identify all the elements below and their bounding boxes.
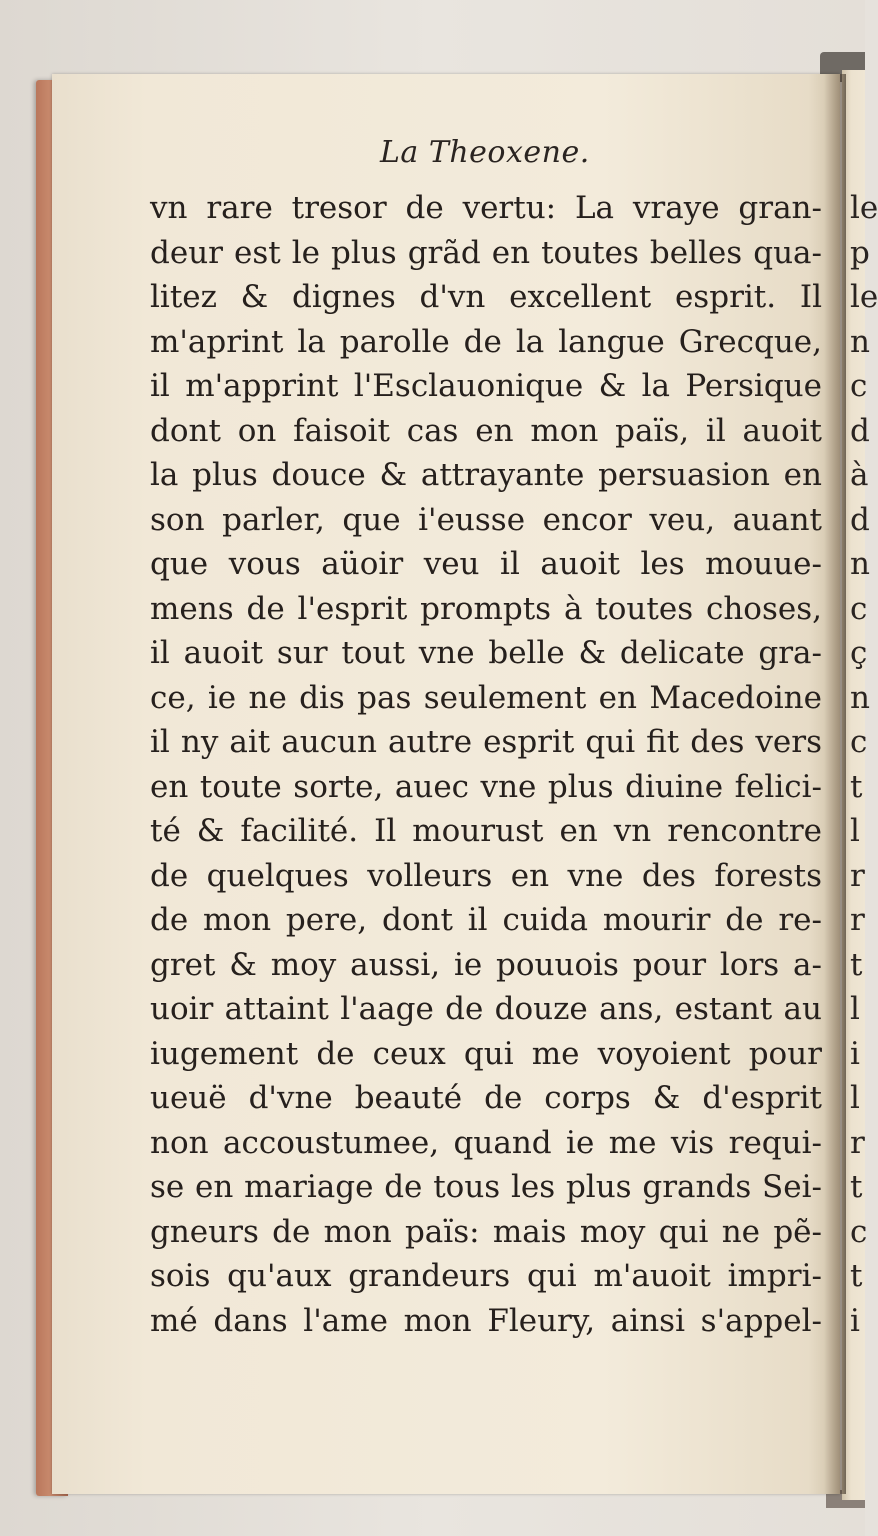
text-line: il auoit sur tout vne belle & delicate gra- xyxy=(150,635,822,671)
gutter-shadow xyxy=(824,74,846,1494)
text-line: en toute sorte, auec vne plus diuine felici- xyxy=(150,768,822,805)
facing-page-text xyxy=(850,186,878,1343)
facing-line-fragment: le xyxy=(850,190,878,226)
text-line: vn rare tresor de vertu: La vraye gran- xyxy=(150,190,822,226)
text-line: gret & moy aussi, ie pouuois pour lors a- xyxy=(150,946,822,983)
text-line: uoir attaint l'aage de douze ans, estant au xyxy=(150,991,822,1027)
text-line: son parler, que i'eusse encor veu, auant xyxy=(150,501,822,538)
text-line: il ny ait aucun autre esprit qui fit des vers xyxy=(150,724,822,760)
text-line: il m'apprint l'Esclauonique & la Persique xyxy=(150,368,822,404)
facing-line-fragment: d xyxy=(850,501,870,538)
facing-line-fragment: c xyxy=(850,1213,868,1250)
text-line: m'aprint la parolle de la langue Grecque, xyxy=(150,323,822,360)
facing-line-fragment: à xyxy=(850,457,869,493)
facing-line-fragment: r xyxy=(850,1124,865,1161)
text-line: la plus douce & attrayante persuasion en xyxy=(150,457,822,493)
facing-line-fragment: n xyxy=(850,546,870,582)
facing-line-fragment: t xyxy=(850,946,863,983)
facing-line-fragment: c xyxy=(850,590,868,627)
text-line: mens de l'esprit prompts à toutes choses, xyxy=(150,590,822,627)
facing-line-fragment: l xyxy=(850,1080,860,1116)
text-line: gneurs de mon païs: mais moy qui ne pẽ- xyxy=(150,1213,822,1250)
facing-line-fragment: n xyxy=(850,323,870,360)
text-line: deur est le plus grãd en toutes belles qua- xyxy=(150,234,822,271)
facing-line-fragment: i xyxy=(850,1035,860,1072)
facing-line-fragment: d xyxy=(850,412,870,449)
facing-line-fragment: c xyxy=(850,724,868,760)
facing-line-fragment: c xyxy=(850,368,868,404)
page-body-text xyxy=(150,186,822,1343)
text-line: sois qu'aux grandeurs qui m'auoit impri- xyxy=(150,1258,822,1294)
running-head: La Theoxene. xyxy=(380,135,590,170)
facing-line-fragment: p xyxy=(850,234,870,271)
text-line: de quelques volleurs en vne des forests xyxy=(150,857,822,894)
text-line: se en mariage de tous les plus grands Sei- xyxy=(150,1169,822,1205)
text-line: dont on faisoit cas en mon païs, il auoit xyxy=(150,412,822,449)
facing-line-fragment: l xyxy=(850,991,860,1027)
text-line: té & facilité. Il mourust en vn rencontre xyxy=(150,813,822,849)
facing-line-fragment: l xyxy=(850,813,860,849)
facing-line-fragment: t xyxy=(850,1258,863,1294)
text-line: que vous aüoir veu il auoit les mouue- xyxy=(150,546,822,582)
facing-line-fragment: n xyxy=(850,679,870,716)
text-line: ce, ie ne dis pas seulement en Macedoine xyxy=(150,679,822,716)
text-line: de mon pere, dont il cuida mourir de re- xyxy=(150,902,822,938)
facing-line-fragment: le xyxy=(850,279,878,315)
text-line: mé dans l'ame mon Fleury, ainsi s'appel- xyxy=(150,1302,822,1339)
facing-line-fragment: r xyxy=(850,857,865,894)
facing-line-fragment: t xyxy=(850,768,863,805)
facing-line-fragment: i xyxy=(850,1302,860,1339)
text-line: non accoustumee, quand ie me vis requi- xyxy=(150,1124,822,1161)
facing-line-fragment: r xyxy=(850,902,865,938)
text-line: ueuë d'vne beauté de corps & d'esprit xyxy=(150,1080,822,1116)
text-line: litez & dignes d'vn excellent esprit. Il xyxy=(150,279,822,315)
facing-line-fragment: ç xyxy=(850,635,868,671)
text-line: iugement de ceux qui me voyoient pour xyxy=(150,1035,822,1072)
facing-line-fragment: t xyxy=(850,1169,863,1205)
